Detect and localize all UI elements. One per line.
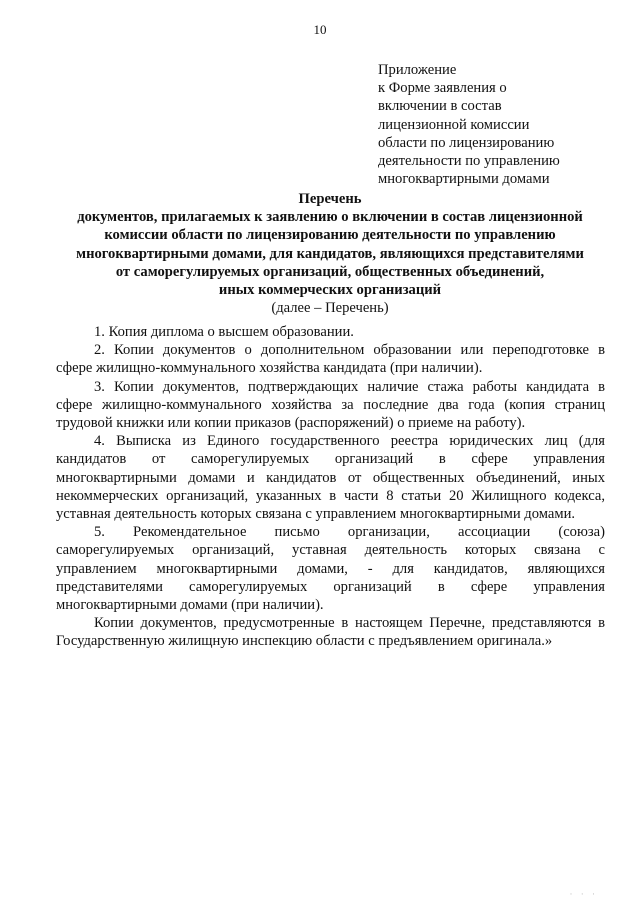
text-line: 1. Копия диплома о высшем образовании. (94, 324, 354, 340)
appendix-line: лицензионной комиссии (378, 116, 530, 133)
list-item-5 (56, 523, 605, 614)
text-line: некоммерческих организаций, указанных в части 8 статьи 20 Жилищного кодекса, (56, 487, 605, 504)
appendix-note (378, 61, 618, 188)
text-line: многоквартирными домами (при наличии). (56, 597, 324, 614)
appendix-line: Приложение (378, 62, 457, 78)
appendix-line: деятельности по управлению (378, 153, 560, 170)
text-line: управлением многоквартирными домами, - для кандидатов, являющихся (56, 560, 605, 577)
title-heading: Перечень (298, 191, 362, 207)
text-line: трудовой книжки или копии приказов (распоряжений) о приеме на работу). (56, 415, 526, 432)
text-line: кандидатов от саморегулируемых организаций в сфере управления (56, 451, 605, 468)
list-item-1 (56, 323, 605, 341)
appendix-line: области по лицензированию (378, 134, 555, 151)
title-line: иных коммерческих организаций (218, 282, 442, 299)
document-body (56, 323, 605, 651)
scan-artifact: · · · (569, 889, 598, 899)
list-item-2 (56, 341, 605, 377)
page-number: 10 (313, 22, 327, 37)
appendix-line: многоквартирными домами (378, 171, 550, 188)
text-line: представителями саморегулируемых организаций в сфере управления (56, 578, 605, 595)
text-line: 3. Копии документов, подтверждающих наличие стажа работы кандидата в (94, 378, 605, 395)
text-line: 2. Копии документов о дополнительном образовании или переподготовке в (94, 342, 605, 359)
title-line: комиссии области по лицензированию деятельности по управлению (104, 227, 556, 244)
text-line: Государственную жилищную инспекцию области с предъявлением оригинала.» (56, 633, 553, 650)
text-line: сфере жилищно-коммунального хозяйства кандидата (при наличии). (56, 360, 483, 377)
list-item-4 (56, 432, 605, 523)
text-line: сфере жилищно-коммунального хозяйства за последние два года (копия страниц (56, 396, 605, 413)
appendix-line: включении в состав (378, 98, 502, 115)
closing-paragraph (56, 614, 605, 650)
title-subtitle: (далее – Перечень) (271, 300, 389, 317)
text-line: 4. Выписка из Единого государственного реестра юридических лиц (для (94, 433, 605, 450)
text-line: саморегулируемых организаций, уставная деятельность которых связана с (56, 542, 605, 559)
text-line: уставная деятельность которых связана с управлением многоквартирными домами. (56, 506, 576, 523)
text-line: Копии документов, предусмотренные в настоящем Перечне, представляются в (94, 615, 605, 632)
text-line: многоквартирными домами и кандидатов от общественных объединений, иных (56, 469, 605, 486)
document-title (40, 190, 620, 317)
list-item-3 (56, 378, 605, 433)
title-line: многоквартирными домами, для кандидатов, являющихся представителями (76, 245, 584, 262)
title-line: документов, прилагаемых к заявлению о включении в состав лицензионной (77, 209, 583, 226)
title-line: от саморегулируемых организаций, общественных объединений, (115, 263, 545, 280)
text-line: 5. Рекомендательное письмо организации, ассоциации (союза) (94, 524, 605, 541)
appendix-line: к Форме заявления о (378, 80, 507, 97)
